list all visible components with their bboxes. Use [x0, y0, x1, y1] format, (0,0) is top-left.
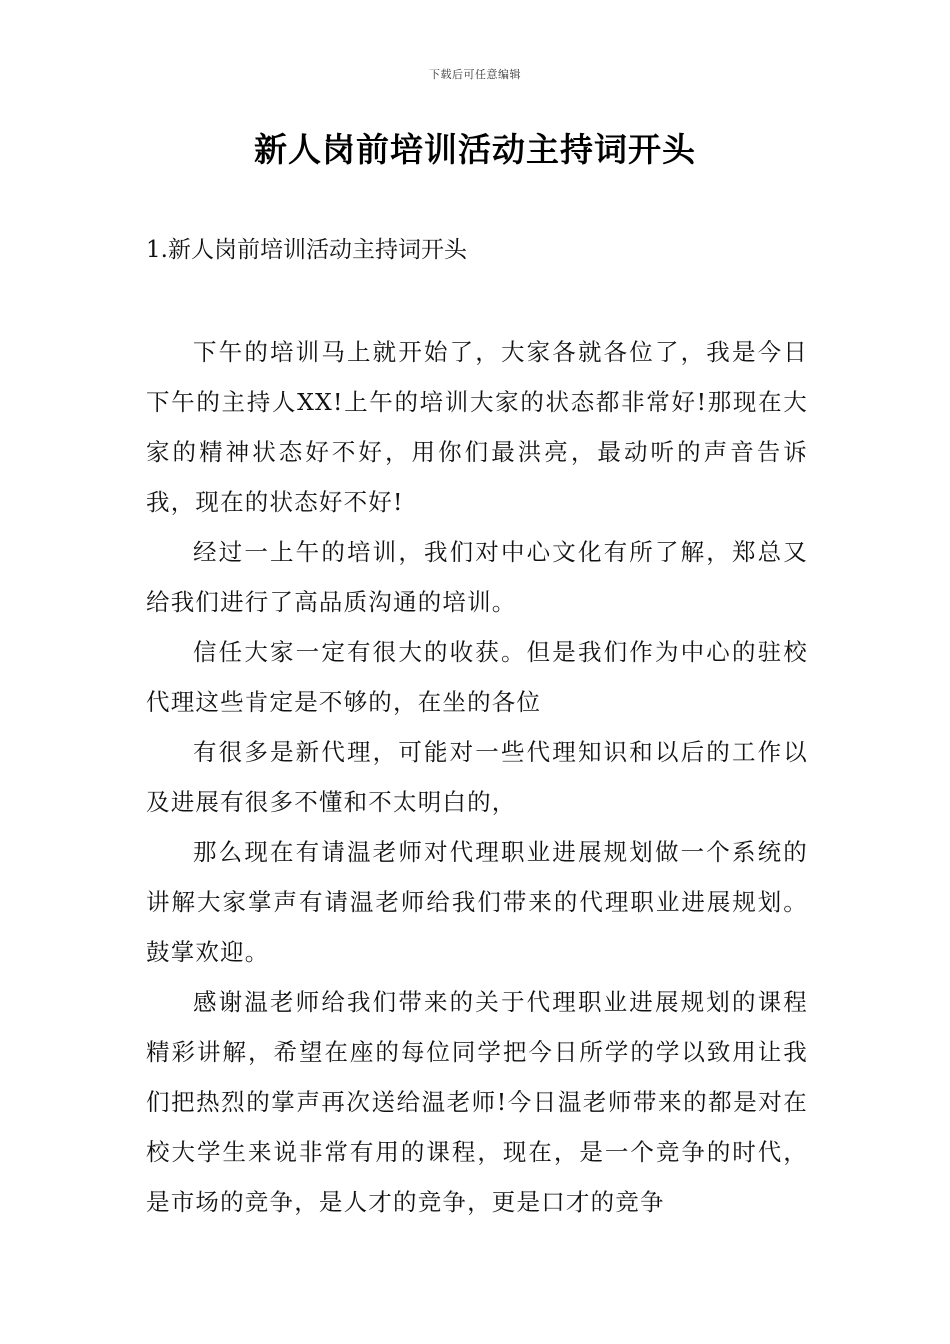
document-body — [146, 327, 808, 1227]
paragraph: 信任大家一定有很大的收获。但是我们作为中心的驻校代理这些肯定是不够的，在坐的各位 — [146, 638, 808, 716]
document-title: 新人岗前培训活动主持词开头 — [254, 130, 696, 169]
paragraph: 经过一上午的培训，我们对中心文化有所了解，郑总又给我们进行了高品质沟通的培训。 — [146, 538, 808, 616]
paragraph: 那么现在有请温老师对代理职业进展规划做一个系统的讲解大家掌声有请温老师给我们带来的代理职业进展规划。鼓掌欢迎。 — [146, 838, 808, 966]
paragraph: 下午的培训马上就开始了，大家各就各位了，我是今日下午的主持人XX!上午的培训大家的状态都非常好!那现在大家的精神状态好不好，用你们最洪亮，最动听的声音告诉我，现在的状态好不好! — [146, 338, 808, 516]
header-note: 下载后可任意编辑 — [429, 68, 521, 81]
section-heading: 1.新人岗前培训活动主持词开头 — [146, 237, 467, 263]
paragraph: 有很多是新代理，可能对一些代理知识和以后的工作以及进展有很多不懂和不太明白的， — [146, 738, 808, 816]
paragraph: 感谢温老师给我们带来的关于代理职业进展规划的课程精彩讲解，希望在座的每位同学把今日所学的学以致用让我们把热烈的掌声再次送给温老师!今日温老师带来的都是对在校大学生来说非常有用的课程，现在，是一个竞争的时代，是市场的竞争，是人才的竞争，更是口才的竞争 — [146, 988, 808, 1216]
